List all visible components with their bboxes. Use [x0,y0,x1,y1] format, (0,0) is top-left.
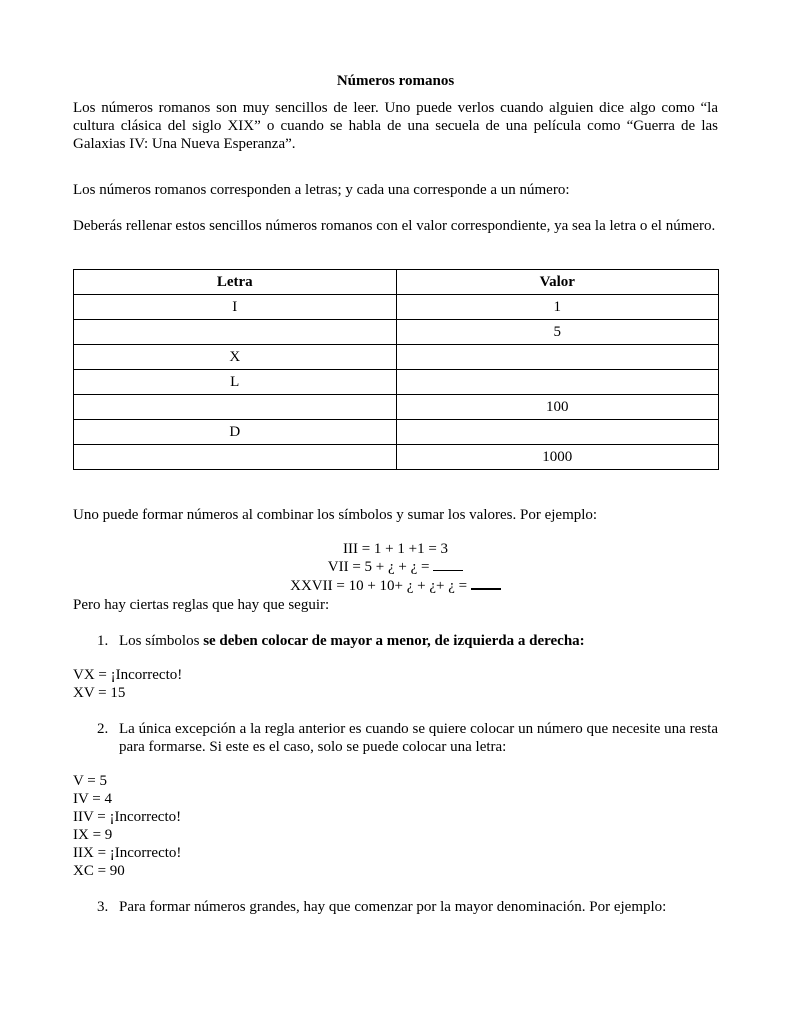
example-line [0,576,791,595]
cell-valor: 5 [396,320,719,345]
example-line [0,540,791,558]
rule2-example: IIV = ¡Incorrecto! [73,809,182,825]
table-row [74,395,719,420]
cell-letra: D [74,420,397,445]
cell-valor [396,345,719,370]
example-text: III = 1 + 1 +1 = 3 [342,541,449,557]
answer-blank [471,576,501,590]
cell-letra: I [74,295,397,320]
rule2-example: IX = 9 [73,827,113,843]
list-marker: 2. [97,721,109,737]
table-row [74,370,719,395]
rule-text-bold: se deben colocar de mayor a menor, de izquierda a derecha: [203,633,585,649]
combine-paragraph: Uno puede formar números al combinar los símbolos y sumar los valores. Por ejemplo: [73,507,598,523]
rule-text [119,632,718,650]
rule-1 [97,632,718,650]
rule2-example: XC = 90 [73,863,125,879]
cell-letra: L [74,370,397,395]
list-marker: 3. [97,899,109,915]
header-letra: Letra [74,270,397,295]
cell-valor: 100 [396,395,719,420]
table-row [74,295,719,320]
rule2-example: V = 5 [73,773,108,789]
cell-valor [396,370,719,395]
cell-letra [74,395,397,420]
table-row [74,420,719,445]
document-title: Números romanos [336,73,455,89]
cell-valor: 1000 [396,445,719,470]
table-row [74,445,719,470]
correspond-paragraph: Los números romanos corresponden a letras; y cada una corresponde a un número: [73,182,570,198]
header-valor: Valor [396,270,719,295]
answer-blank [433,558,463,571]
list-marker: 1. [97,633,109,649]
rule2-example: IV = 4 [73,791,113,807]
table-row [74,345,719,370]
rule-3 [97,898,718,916]
rule-text: La única excepción a la regla anterior es cuando se quiere colocar un número que necesite una resta para formarse. Si este es el caso, solo se puede colocar una letra: [119,721,718,755]
example-line [0,558,791,576]
roman-numerals-table [73,269,719,470]
example-text: VII = 5 + ¿ + ¿ = [327,559,434,575]
cell-valor: 1 [396,295,719,320]
table-header-row [74,270,719,295]
instruction-paragraph: Deberás rellenar estos sencillos números romanos con el valor correspondiente, ya sea la letra o el número. [73,218,716,234]
rule1-example: VX = ¡Incorrecto! [73,667,183,683]
table-row [74,320,719,345]
intro-paragraph: Los números romanos son muy sencillos de leer. Uno puede verlos cuando alguien dice algo como “la cultura clásica del siglo XIX” o cuando se habla de una secuela de una película como “Guerra de las Galaxias IV: Una Nueva Esperanza”. [73,100,718,152]
example-text: XXVII = 10 + 10+ ¿ + ¿+ ¿ = [290,578,471,594]
rule1-example: XV = 15 [73,685,126,701]
cell-letra: X [74,345,397,370]
cell-valor [396,420,719,445]
cell-letra [74,445,397,470]
rules-intro: Pero hay ciertas reglas que hay que seguir: [73,597,330,613]
rule-2 [97,720,718,756]
rule2-example: IIX = ¡Incorrecto! [73,845,182,861]
rule-text-plain: Los símbolos [119,633,204,649]
rule-text: Para formar números grandes, hay que comenzar por la mayor denominación. Por ejemplo: [119,899,667,915]
cell-letra [74,320,397,345]
